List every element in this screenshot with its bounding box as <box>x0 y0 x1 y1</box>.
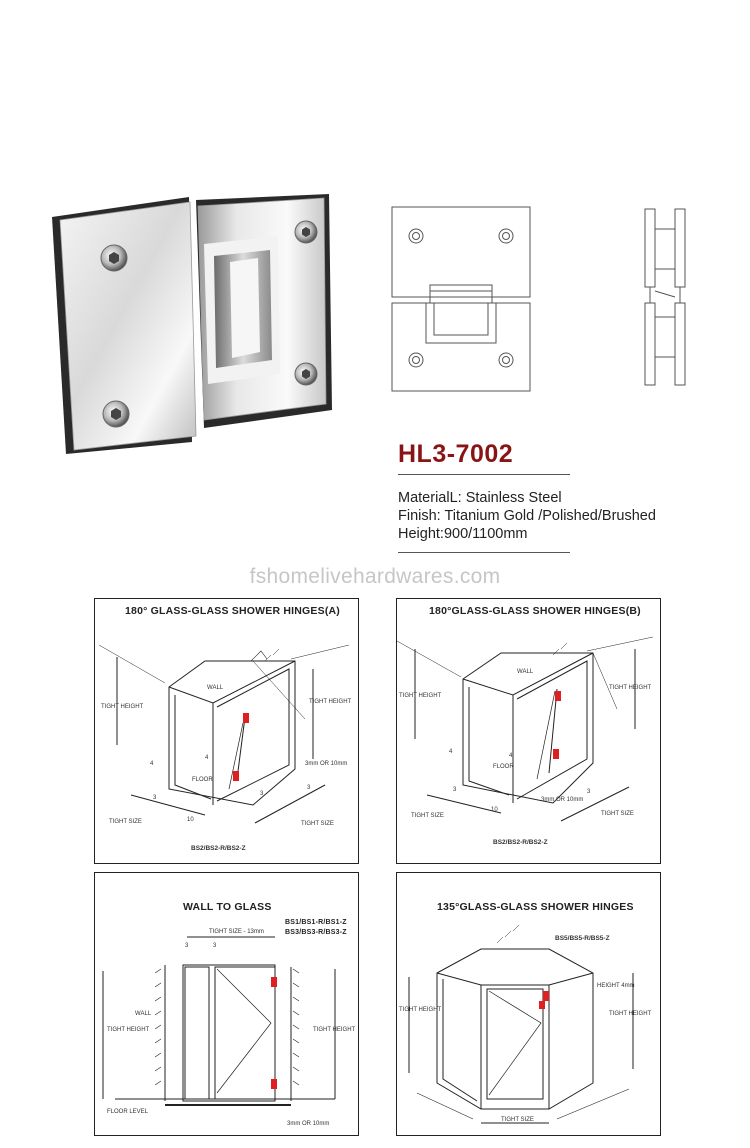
label-dim-10: 10 <box>491 807 498 813</box>
label-tight-height-left: TIGHT HEIGHT <box>101 704 144 710</box>
diagram-panel-d <box>396 872 661 1136</box>
label-tight-height-right: TIGHT HEIGHT <box>309 699 352 705</box>
hinge-marker-a2 <box>233 771 239 781</box>
label-tight-size-left: TIGHT SIZE <box>411 813 444 819</box>
diagram-b-title: 180°GLASS-GLASS SHOWER HINGES(B) <box>429 605 641 617</box>
spec-height: Height:900/1100mm <box>398 526 528 542</box>
label-gap: 3mm OR 10mm <box>541 797 584 803</box>
hinge-marker-c1 <box>271 977 277 987</box>
label-part-number: BS5/BS5-R/BS5-Z <box>555 935 610 942</box>
label-tight-height-right: TIGHT HEIGHT <box>313 1027 356 1033</box>
diagram-d-title: 135°GLASS-GLASS SHOWER HINGES <box>437 901 634 913</box>
label-dim-3a: 3 <box>185 943 189 949</box>
label-dim-3b: 3 <box>587 789 591 795</box>
label-tight-size: TIGHT SIZE <box>501 1117 534 1123</box>
label-floor: FLOOR <box>192 777 213 783</box>
label-tight-height-left: TIGHT HEIGHT <box>399 693 442 699</box>
hinge-marker-d2 <box>539 1001 545 1009</box>
label-height: HEIGHT 4mm <box>597 983 635 989</box>
divider-top <box>398 474 570 475</box>
label-wall: WALL <box>517 669 534 675</box>
label-dim-3a: 3 <box>453 787 457 793</box>
label-gap: 3mm OR 10mm <box>287 1121 330 1127</box>
label-tight-size-right: TIGHT SIZE <box>301 821 334 827</box>
spec-material: MaterialL: Stainless Steel <box>398 490 562 506</box>
label-tight-height-left: TIGHT HEIGHT <box>107 1027 150 1033</box>
label-gap: 3mm OR 10mm <box>305 761 348 767</box>
label-dim-10: 10 <box>187 817 194 823</box>
diagram-panel-b <box>396 598 661 864</box>
label-dim-3b: 3 <box>260 791 264 797</box>
diagram-c-title: WALL TO GLASS <box>183 901 272 913</box>
product-model: HL3-7002 <box>398 440 514 468</box>
label-dim-3b: 3 <box>213 943 217 949</box>
spec-finish: Finish: Titanium Gold /Polished/Brushed <box>398 508 656 524</box>
divider-bottom <box>398 552 570 553</box>
label-tight-height-left: TIGHT HEIGHT <box>399 1007 442 1013</box>
label-wall: WALL <box>135 1011 152 1017</box>
diagram-panel-a <box>94 598 359 864</box>
diagram-c-parts-2: BS3/BS3-R/BS3-Z <box>285 929 347 936</box>
label-tight-size-left: TIGHT SIZE <box>109 819 142 825</box>
hinge-marker-c2 <box>271 1079 277 1089</box>
label-dim-4b: 4 <box>205 755 209 761</box>
hinge-marker-b1 <box>555 691 561 701</box>
site-watermark: fshomelivehardwares.com <box>249 565 501 588</box>
hinge-marker-a1 <box>243 713 249 723</box>
product-specs <box>398 489 656 543</box>
diagram-panel-c <box>94 872 359 1136</box>
label-part-number: BS2/BS2-R/BS2-Z <box>493 839 548 846</box>
label-dim-4a: 4 <box>150 761 154 767</box>
diagram-a-title: 180° GLASS-GLASS SHOWER HINGES(A) <box>125 605 340 617</box>
label-wall: WALL <box>207 685 224 691</box>
label-dim-3c: 3 <box>307 785 311 791</box>
label-dim-4a: 4 <box>449 749 453 755</box>
hinge-side-drawing <box>640 205 690 395</box>
hinge-product-photo <box>44 192 344 457</box>
label-tight-size-right: TIGHT SIZE <box>601 811 634 817</box>
hinge-marker-d1 <box>543 991 549 1001</box>
diagram-c-parts-1: BS1/BS1-R/BS1-Z <box>285 919 347 926</box>
label-part-number: BS2/BS2-R/BS2-Z <box>191 845 246 852</box>
hinge-marker-b2 <box>553 749 559 759</box>
label-dim-4b: 4 <box>509 753 513 759</box>
label-floor: FLOOR <box>493 764 514 770</box>
hinge-front-drawing <box>386 203 536 398</box>
label-dim-3a: 3 <box>153 795 157 801</box>
label-tight-height-right: TIGHT HEIGHT <box>609 1011 652 1017</box>
label-floor-level: FLOOR LEVEL <box>107 1109 149 1115</box>
label-tight-height-right: TIGHT HEIGHT <box>609 685 652 691</box>
label-tight-size: TIGHT SIZE - 13mm <box>209 929 264 935</box>
